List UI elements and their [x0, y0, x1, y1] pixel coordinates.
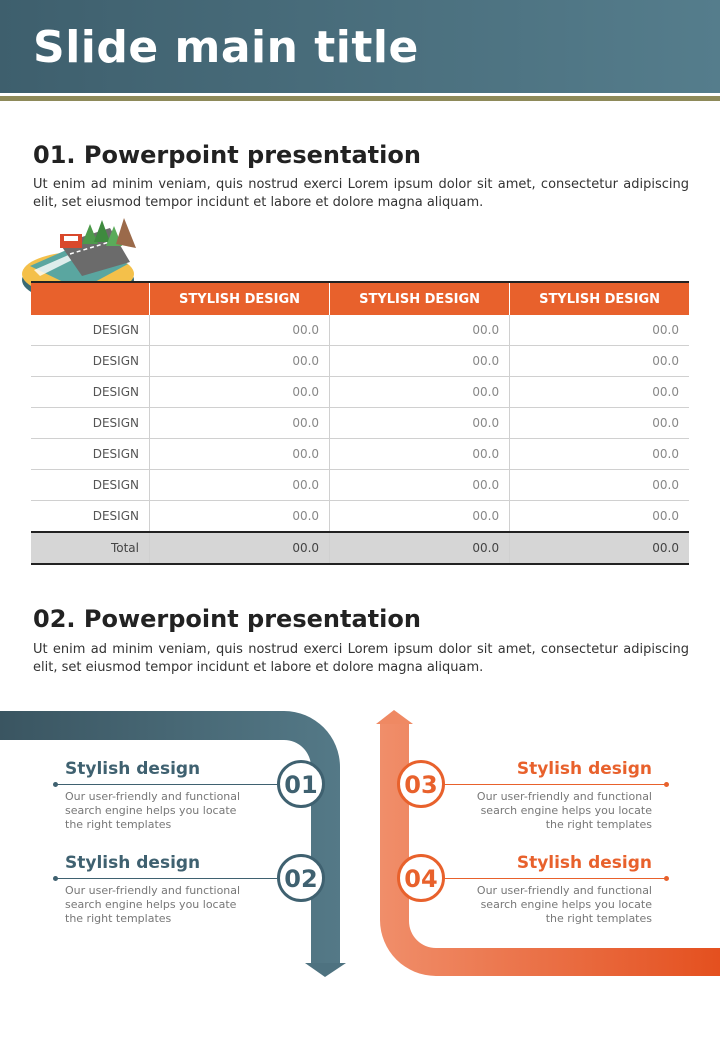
total-cell: 00.0 [150, 532, 330, 564]
total-cell: 00.0 [510, 532, 689, 564]
table-cell: 00.0 [510, 470, 689, 501]
table-cell: 00.0 [510, 439, 689, 470]
table-cell: 00.0 [150, 315, 330, 346]
table-cell: 00.0 [330, 439, 510, 470]
table-cell: 00.0 [150, 470, 330, 501]
process-arrows-graphic [0, 700, 720, 990]
table-row [31, 315, 689, 346]
step3-connector [444, 784, 666, 785]
table-header-row [31, 282, 689, 315]
step4-number-badge: 04 [397, 854, 445, 902]
table-row [31, 501, 689, 533]
step1-title: Stylish design [65, 759, 201, 779]
table-cell: 00.0 [330, 315, 510, 346]
step4-connector [444, 878, 666, 879]
row-label: DESIGN [31, 346, 150, 377]
step1-dot [53, 782, 58, 787]
step1-text: Our user-friendly and functional search engine helps you locate the right templates [65, 790, 241, 831]
table-row [31, 439, 689, 470]
table-cell: 00.0 [510, 408, 689, 439]
step2-connector [55, 878, 277, 879]
section2-text: Ut enim ad minim veniam, quis nostrud exerci Lorem ipsum dolor sit amet, consectetur adipiscing elit, set eiusmod tempor incidunt et labore et dolore magna aliquam. [33, 642, 689, 675]
table-cell: 00.0 [150, 377, 330, 408]
row-label: DESIGN [31, 315, 150, 346]
data-table [31, 281, 689, 565]
table-row [31, 346, 689, 377]
table-cell: 00.0 [330, 470, 510, 501]
step3-text: Our user-friendly and functional search engine helps you locate the right templates [476, 790, 652, 831]
header-divider [0, 96, 720, 101]
table-cell: 00.0 [330, 346, 510, 377]
table-row [31, 470, 689, 501]
step4-text: Our user-friendly and functional search engine helps you locate the right templates [476, 884, 652, 925]
table-cell: 00.0 [510, 377, 689, 408]
header-bar [0, 0, 720, 93]
teal-arrow-shape [0, 711, 340, 965]
section1-title: 01. Powerpoint presentation [33, 141, 421, 169]
table-header-cell [31, 282, 150, 315]
table-cell: 00.0 [330, 377, 510, 408]
page-title: Slide main title [33, 22, 419, 73]
table-cell: 00.0 [330, 408, 510, 439]
table-row [31, 408, 689, 439]
table-cell: 00.0 [150, 346, 330, 377]
row-label: DESIGN [31, 501, 150, 533]
total-cell: 00.0 [330, 532, 510, 564]
table-cell: 00.0 [510, 315, 689, 346]
table-cell: 00.0 [150, 501, 330, 533]
total-label: Total [31, 532, 150, 564]
step2-number-badge: 02 [277, 854, 325, 902]
table-header-cell: STYLISH DESIGN [330, 282, 510, 315]
row-label: DESIGN [31, 439, 150, 470]
table-header-cell: STYLISH DESIGN [150, 282, 330, 315]
step4-dot [664, 876, 669, 881]
table-header-cell: STYLISH DESIGN [510, 282, 689, 315]
table-row [31, 377, 689, 408]
row-label: DESIGN [31, 408, 150, 439]
section1-text: Ut enim ad minim veniam, quis nostrud exerci Lorem ipsum dolor sit amet, consectetur adipiscing elit, set eiusmod tempor incidunt et labore et dolore magna aliquam. [33, 177, 689, 210]
step3-dot [664, 782, 669, 787]
step3-title: Stylish design [516, 759, 652, 779]
teal-arrowhead-down [305, 963, 346, 977]
section2-title: 02. Powerpoint presentation [33, 605, 421, 633]
step1-number-badge: 01 [277, 760, 325, 808]
step2-text: Our user-friendly and functional search engine helps you locate the right templates [65, 884, 241, 925]
step3-number-badge: 03 [397, 760, 445, 808]
table-cell: 00.0 [510, 501, 689, 533]
step4-title: Stylish design [516, 853, 652, 873]
orange-arrowhead-up [376, 710, 413, 724]
table-cell: 00.0 [510, 346, 689, 377]
step1-connector [55, 784, 277, 785]
table-cell: 00.0 [330, 501, 510, 533]
table-cell: 00.0 [150, 408, 330, 439]
row-label: DESIGN [31, 377, 150, 408]
step2-dot [53, 876, 58, 881]
step2-title: Stylish design [65, 853, 201, 873]
table-total-row [31, 532, 689, 564]
row-label: DESIGN [31, 470, 150, 501]
table-cell: 00.0 [150, 439, 330, 470]
